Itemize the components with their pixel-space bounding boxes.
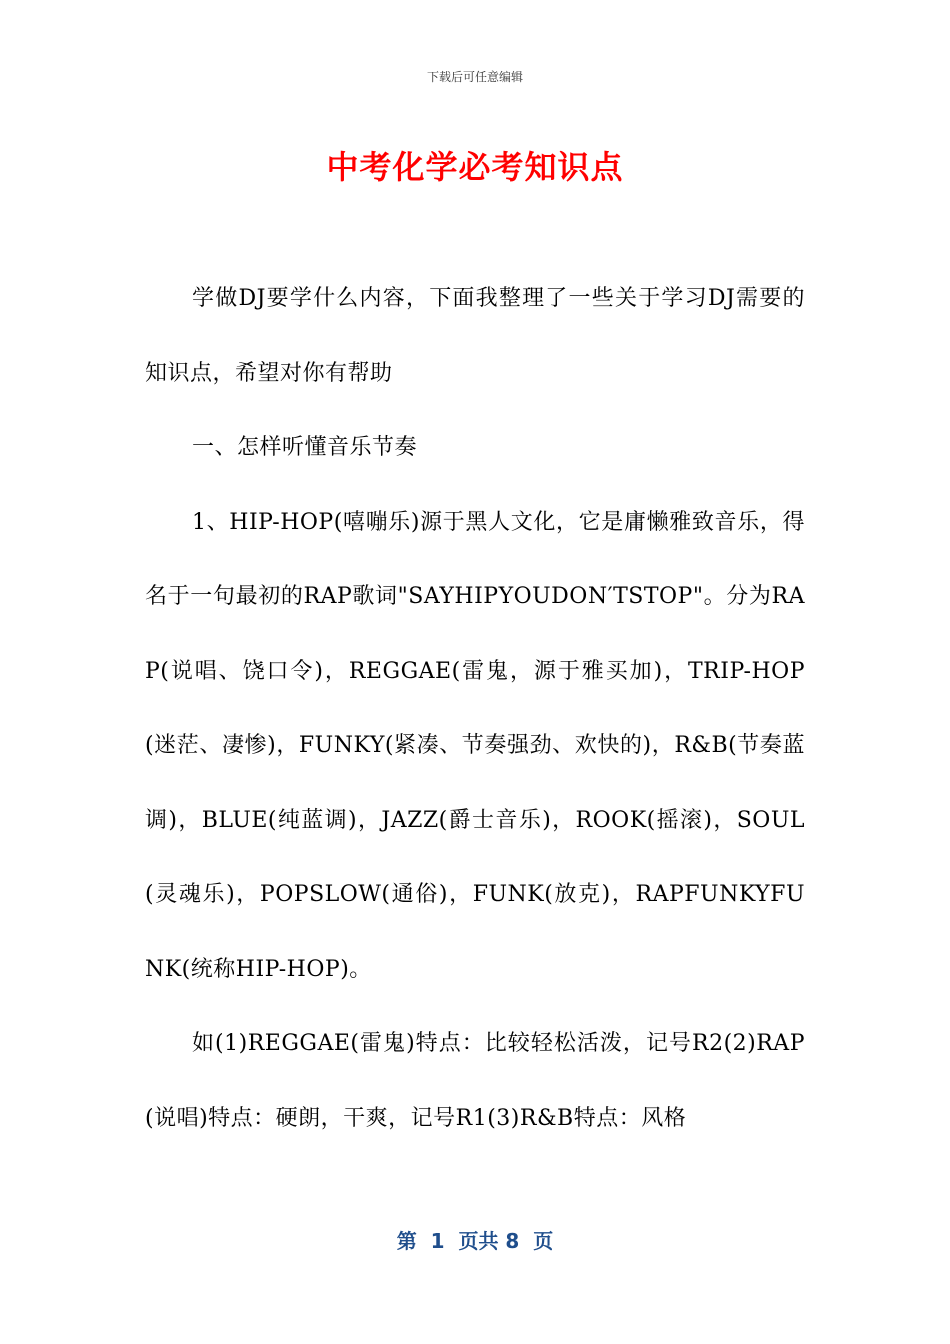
document-body — [145, 262, 805, 1156]
paragraph-hiphop: 1、HIP-HOP(嘻嘣乐)源于黑人文化，它是庸懒雅致音乐，得名于一句最初的RAP歌词"SAYHIPYOUDON′TSTOP"。分为RAP(说唱、饶口令)，REGGAE(雷鬼，源于雅买加)，TRIP-HOP(迷茫、凄惨)，FUNKY(紧凑、节奏强劲、欢快的)，R&B(节奏蓝调)，BLUE(纯蓝调)，JAZZ(爵士音乐)，ROOK(摇滚)，SOUL(灵魂乐)，POPSLOW(通俗)，FUNK(放克)，RAPFUNKYFUNK(统称HIP-HOP)。 — [145, 509, 805, 982]
paragraph-intro: 学做DJ要学什么内容，下面我整理了一些关于学习DJ需要的知识点，希望对你有帮助 — [145, 286, 805, 386]
paragraph-examples: 如(1)REGGAE(雷鬼)特点：比较轻松活泼，记号R2(2)RAP(说唱)特点：硬朗，干爽，记号R1(3)R&B特点：风格 — [145, 1031, 805, 1131]
page-number: 第 1 页共 8 页 — [396, 1229, 554, 1253]
header-note: 下载后可任意编辑 — [426, 70, 523, 84]
page-title: 中考化学必考知识点 — [326, 148, 624, 186]
paragraph-section-heading: 一、怎样听懂音乐节奏 — [192, 435, 418, 460]
